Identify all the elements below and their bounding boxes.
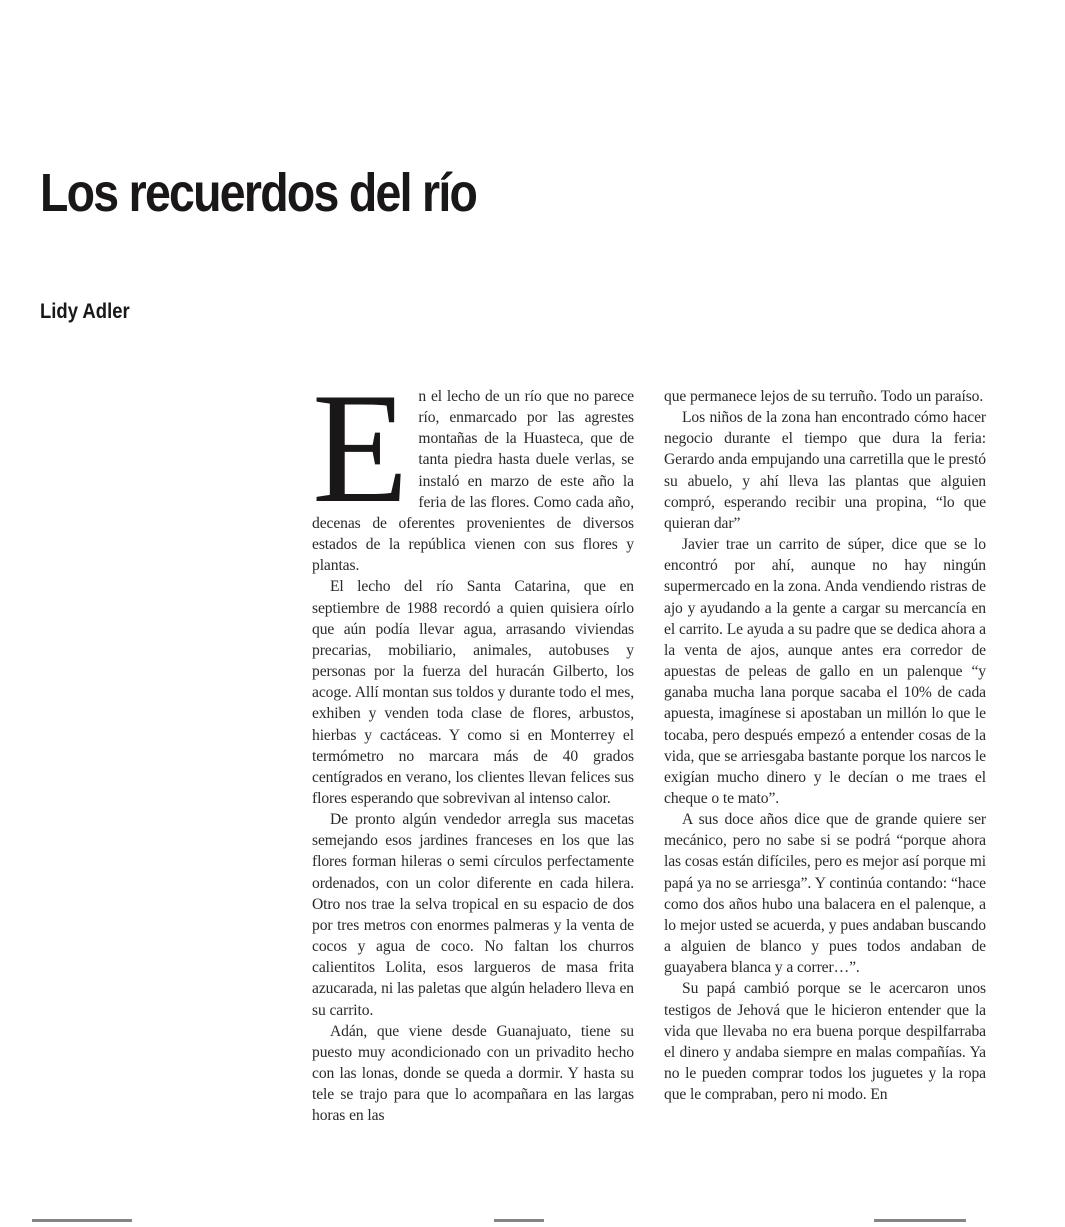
article-paragraph: Los niños de la zona han encontrado cómo hacer negocio durante el tiempo que dura la feria: Gerardo anda empujando una carretilla que le prestó su abuelo, y ahí lleva las plantas que alguien compró, esperando recibir una propina, “lo que quieran dar”: [664, 409, 986, 532]
article-title: Los recuerdos del río: [40, 163, 477, 223]
article-column-right: [664, 386, 986, 1105]
opening-paragraph-text: n el lecho de un río que no parece río, enmarcado por las agrestes montañas de la Huasteca, que de tanta piedra hasta duele verlas, se instaló en marzo de este año la feria de las flores. Como cada año, decenas de oferentes provenientes de diversos estados de la república vienen con sus flores y plantas.: [312, 388, 634, 575]
article-paragraph: A sus doce años dice que de grande quiere ser mecánico, pero no sabe si se podrá “porque ahora las cosas están difíciles, pero es mejor así porque mi papá ya no se arriesga”. Y continúa contando: “hace como dos años hubo una balacera en el palenque, a lo mejor usted se acuerda, y pues andaban buscando a alguien de blanco y pues todos andaban de guayabera blanca y a correr…”.: [664, 811, 986, 977]
article-author: Lidy Adler: [40, 300, 130, 323]
cropped-footer-line: [0, 1219, 1065, 1227]
article-paragraph: Adán, que viene desde Guanajuato, tiene su puesto muy acondicionado con un privadito hecho con las lonas, donde se queda a dormir. Y hasta su tele se trajo para que lo acompañara en las largas horas en las: [312, 1022, 634, 1125]
article-paragraph: Javier trae un carrito de súper, dice que se lo encontró por ahí, aunque no hay ningún supermercado en la zona. Anda vendiendo ristras de ajo y ayudando a la gente a cargar su mercancía en el carrito. Le ayuda a su padre que se dedica ahora a la venta de ajos, aunque antes era corredor de apuestas de peleas de gallo en un palenque “y ganaba mucha lana porque sacaba el 10% de cada apuesta, imagínese si apostaban un millón lo que le tocaba, pero después empezó a entender cosas de la vida, que se arriesgaba bastante porque los narcos le exigían mucho dinero y le decían o me traes el cheque o te mato”.: [664, 536, 986, 807]
article-column-left: [312, 361, 634, 1126]
article-paragraph-continuation: que permanece lejos de su terruño. Todo un paraíso.: [664, 388, 984, 405]
article-paragraph: Su papá cambió porque se le acercaron unos testigos de Jehová que le hicieron entender que la vida que llevaba no era buena porque despilfarraba el dinero y andaba siempre en malas compañías. Ya no le pueden comprar todos los juguetes y la ropa que le compraban, pero ni modo. En: [664, 980, 986, 1104]
drop-cap: E: [312, 361, 409, 536]
article-paragraph: El lecho del río Santa Catarina, que en septiembre de 1988 recordó a quien quisiera oírlo que aún podía llevar agua, arrasando viviendas precarias, mobiliario, animales, autobuses y personas por la fuerza del huracán Gilberto, los acoge. Allí montan sus toldos y durante todo el mes, exhiben y venden toda clase de flores, arbustos, hierbas y cactáceas. Y como si en Monterrey el termómetro no marcara más de 40 grados centígrados en verano, los clientes llevan felices sus flores esperando que sobrevivan al intenso calor.: [312, 578, 634, 807]
article-paragraph-opening: [312, 361, 634, 576]
article-paragraph: De pronto algún vendedor arregla sus macetas semejando esos jardines franceses en los que las flores forman hileras o semi círculos perfectamente ordenados, con un color diferente en cada hilera. Otro nos trae la selva tropical en su espacio de dos por tres metros con enormes palmeras y la venta de cocos y agua de coco. No faltan los churros calientitos Lolita, esos largueros de masa frita azucarada, ni las paletas que algún heladero lleva en su carrito.: [312, 811, 634, 1019]
